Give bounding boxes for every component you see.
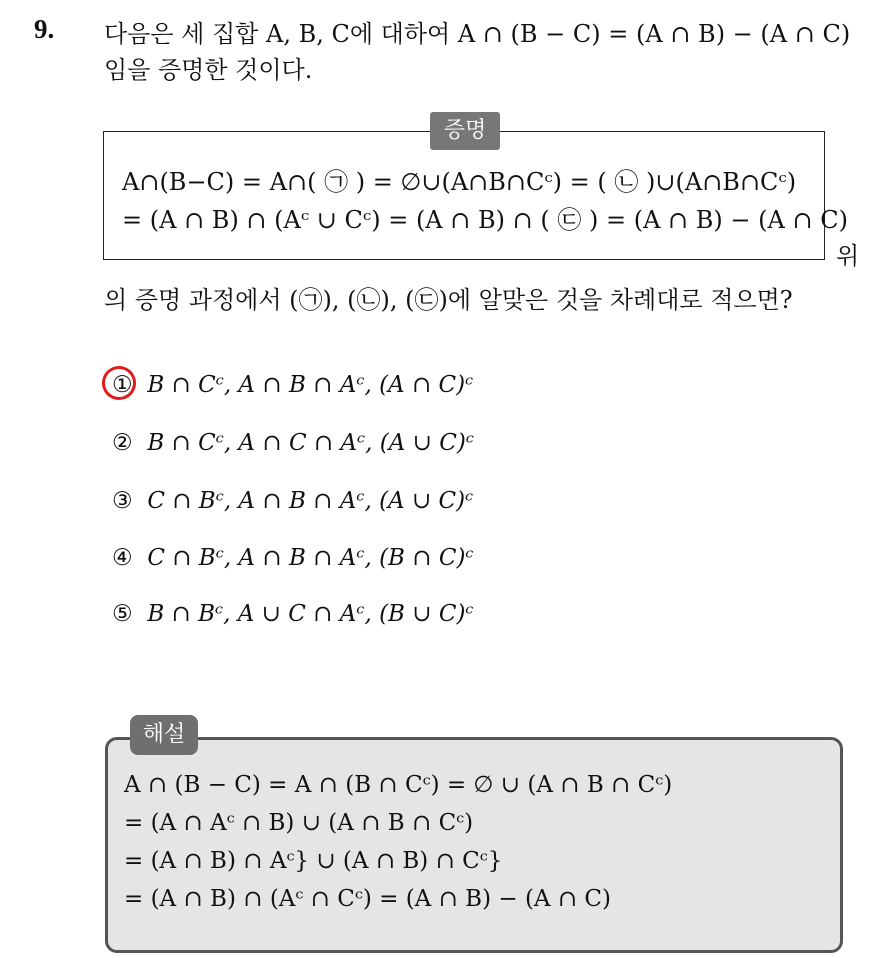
- choice-number: ③: [112, 488, 133, 514]
- choice-number: ①: [112, 372, 133, 398]
- solution-line-2: = (A ∩ Aᶜ ∩ B) ∪ (A ∩ B ∩ Cᶜ): [124, 810, 474, 836]
- choice-5[interactable]: [112, 601, 474, 627]
- prompt-text: 의 증명 과정에서 (㉠), (㉡), (㉢)에 알맞은 것을 차례대로 적으면?: [104, 286, 793, 314]
- question-number: 9.: [34, 14, 55, 44]
- choice-number: ②: [112, 430, 133, 456]
- choice-text: C ∩ Bᶜ, A ∩ B ∩ Aᶜ, (B ∩ C)ᶜ: [147, 545, 474, 571]
- choice-text: B ∩ Cᶜ, A ∩ C ∩ Aᶜ, (A ∪ C)ᶜ: [147, 430, 474, 456]
- choice-4[interactable]: [112, 545, 474, 571]
- choice-text: C ∩ Bᶜ, A ∩ B ∩ Aᶜ, (A ∪ C)ᶜ: [147, 488, 474, 514]
- solution-line-1: A ∩ (B − C) = A ∩ (B ∩ Cᶜ) = ∅ ∪ (A ∩ B ∩ Cᶜ): [124, 772, 673, 798]
- question-text-line-2: 임을 증명한 것이다.: [104, 56, 313, 84]
- solution-label: 해설: [130, 715, 198, 755]
- question-text-line-1: 다음은 세 집합 A, B, C에 대하여 A ∩ (B − C) = (A ∩ B) − (A ∩ C): [104, 20, 851, 48]
- prompt-continuation: 위: [836, 242, 860, 270]
- choice-number: ④: [112, 545, 133, 571]
- solution-box: [105, 737, 843, 953]
- proof-line-1: A∩(B−C) = A∩( ㉠ ) = ∅∪(A∩B∩Cᶜ) = ( ㉡ )∪(A∩B∩Cᶜ): [122, 168, 797, 196]
- choice-2[interactable]: [112, 430, 474, 456]
- choice-number: ⑤: [112, 601, 133, 627]
- solution-line-3: = (A ∩ B) ∩ Aᶜ} ∪ (A ∩ B) ∩ Cᶜ}: [124, 848, 503, 874]
- proof-label: 증명: [430, 112, 500, 150]
- choice-3[interactable]: [112, 488, 473, 514]
- choice-text: B ∩ Bᶜ, A ∪ C ∩ Aᶜ, (B ∪ C)ᶜ: [147, 601, 474, 627]
- choice-text: B ∩ Cᶜ, A ∩ B ∩ Aᶜ, (A ∩ C)ᶜ: [147, 372, 474, 398]
- solution-line-4: = (A ∩ B) ∩ (Aᶜ ∩ Cᶜ) = (A ∩ B) − (A ∩ C): [124, 886, 611, 912]
- choice-1[interactable]: [112, 372, 473, 398]
- proof-line-2: = (A ∩ B) ∩ (Aᶜ ∪ Cᶜ) = (A ∩ B) ∩ ( ㉢ ) = (A ∩ B) − (A ∩ C): [122, 206, 848, 234]
